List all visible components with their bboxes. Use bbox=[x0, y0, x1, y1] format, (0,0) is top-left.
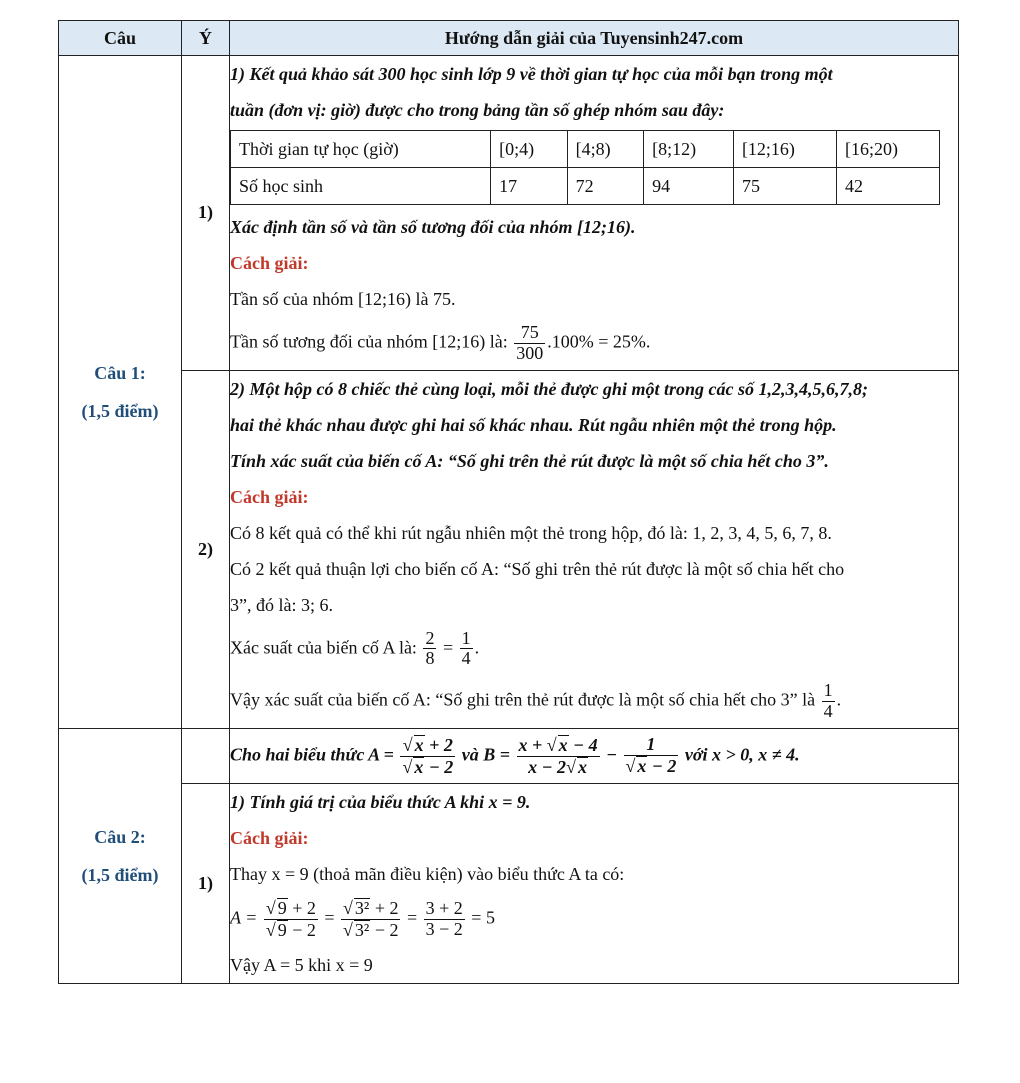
denominator: √ 9 − 2 bbox=[265, 920, 316, 941]
cau1-p1-ans2 bbox=[230, 317, 958, 370]
cau1-part2-y: 2) bbox=[182, 370, 230, 728]
radicand: x bbox=[414, 756, 424, 777]
num-tail: + 2 bbox=[287, 898, 316, 919]
cau1-p2-prompt-l3: Tính xác suất của biến cố A: “Số ghi trên thẻ rút được là một số chia hết cho 3”. bbox=[230, 450, 829, 471]
cau1-p2-prompt-l1: 2) Một hộp có 8 chiếc thẻ cùng loại, mỗi thẻ được ghi một trong các số 1,2,3,4,5,6,7,8; bbox=[230, 378, 868, 399]
cau2-intro-y bbox=[182, 728, 230, 784]
fraction bbox=[341, 898, 400, 941]
cau2-p1-conclusion: Vậy A = 5 khi x = 9 bbox=[230, 954, 373, 975]
freq-cell: 42 bbox=[836, 168, 939, 205]
denominator: √ x − 2 bbox=[402, 756, 454, 777]
cau1-part2-content bbox=[230, 370, 959, 728]
numerator: √ 3² + 2 bbox=[343, 898, 399, 919]
freq-cell: 75 bbox=[733, 168, 836, 205]
fraction bbox=[624, 735, 679, 777]
freq-cell: 72 bbox=[567, 168, 644, 205]
cau2-part1-row bbox=[59, 784, 959, 984]
radicand: 9 bbox=[277, 920, 287, 941]
intro-pre: Cho hai biểu thức bbox=[230, 744, 369, 765]
cau2-part1-content bbox=[230, 784, 959, 984]
numerator: 1 bbox=[624, 735, 679, 756]
header-y: Ý bbox=[182, 21, 230, 56]
freq-cell: [8;12) bbox=[644, 131, 734, 168]
radicand: x bbox=[414, 734, 424, 755]
radicand: x bbox=[637, 756, 647, 777]
cau1-p2-s3: 3”, đó là: 3; 6. bbox=[230, 594, 333, 615]
cau1-p1-ans1: Tần số của nhóm [12;16) là 75. bbox=[230, 289, 456, 309]
numerator: √ x + 2 bbox=[400, 735, 455, 757]
condition: x > 0, x ≠ 4. bbox=[711, 744, 800, 765]
denominator: √ x − 2 bbox=[625, 756, 677, 777]
numerator: 2 bbox=[425, 627, 435, 648]
num-head: x + bbox=[518, 734, 547, 755]
den-tail: − 2 bbox=[424, 756, 454, 777]
fraction bbox=[424, 899, 465, 940]
ans2-post: .100% = 25%. bbox=[547, 331, 651, 352]
cau1-p1-question: Xác định tần số và tần số tương đối của nhóm [12;16). bbox=[230, 217, 636, 237]
numerator: 75 bbox=[514, 323, 545, 344]
freq-cell: [0;4) bbox=[491, 131, 568, 168]
fraction bbox=[514, 323, 545, 364]
cau2-p1-equation: A = $\frac{√ 9 + 2}{√ 9 - 2}$ = $\frac{\text{√ 3² + 2}}{\text{√ 3² − 2}}$ = $\frac{3 + 2}{3 - 2}$ = 5 bbox=[230, 898, 495, 941]
den-head: x − 2 bbox=[528, 756, 567, 777]
s4-pre: Xác suất của biến cố A là: bbox=[230, 637, 422, 658]
denominator: 8 bbox=[425, 648, 435, 669]
radicand: 9 bbox=[277, 898, 287, 919]
s5-pre: Vậy xác suất của biến cố A: “Số ghi trên thẻ rút được là một số chia hết cho 3” là bbox=[230, 689, 820, 710]
freq-cell: Thời gian tự học (giờ) bbox=[231, 131, 491, 168]
cau2-intro-content bbox=[230, 728, 959, 784]
solution-sheet bbox=[58, 20, 958, 984]
cau1-p2-prompt-l2: hai thẻ khác nhau được ghi hai số khác nhau. Rút ngẫu nhiên một thẻ trong hộp. bbox=[230, 414, 837, 435]
intro-voi: với bbox=[680, 744, 712, 765]
cau2-points: (1,5 điểm) bbox=[81, 864, 159, 885]
freq-cell: 17 bbox=[491, 168, 568, 205]
radicand: x bbox=[577, 756, 587, 777]
den-tail: − 2 bbox=[647, 756, 677, 777]
denominator: 4 bbox=[461, 648, 471, 669]
cau1-p2-s4: Xác suất của biến cố A là: $\frac{2}{8}$ = $\frac{1}{4}$ . bbox=[230, 627, 480, 669]
num-tail: + 2 bbox=[370, 898, 399, 919]
freq-cell: [12;16) bbox=[733, 131, 836, 168]
num-tail: + 2 bbox=[424, 734, 453, 755]
cau2-p1-question: 1) Tính giá trị của biểu thức A khi x = 9. bbox=[230, 792, 531, 813]
denominator: 3 − 2 bbox=[425, 919, 463, 940]
freq-cell: Số học sinh bbox=[231, 168, 491, 205]
freq-cell: [4;8) bbox=[567, 131, 644, 168]
cau1-part1-y: 1) bbox=[182, 56, 230, 371]
radicand: 3² bbox=[354, 898, 370, 919]
numerator: 1 bbox=[461, 627, 471, 648]
denominator: √ 3² − 2 bbox=[343, 920, 399, 941]
freq-cell: 94 bbox=[644, 168, 734, 205]
cau1-p2-s2: Có 2 kết quả thuận lợi cho biến cố A: “Số ghi trên thẻ rút được là một số chia hết cho bbox=[230, 558, 845, 579]
radicand: 3² bbox=[354, 920, 370, 941]
cau2-intro-row bbox=[59, 728, 959, 784]
eq-a: A = bbox=[230, 907, 258, 928]
cau1-p1-prompt-l1: 1) Kết quả khảo sát 300 học sinh lớp 9 về thời gian tự học của mỗi bạn trong một bbox=[230, 64, 833, 84]
numerator: 3 + 2 bbox=[425, 898, 463, 919]
den-tail: − 2 bbox=[370, 920, 399, 941]
cau1-p1-method: Cách giải: bbox=[230, 253, 309, 273]
var-a: A = bbox=[368, 744, 394, 765]
cau1-p2-method: Cách giải: bbox=[230, 486, 309, 507]
fraction bbox=[264, 898, 318, 941]
den-tail: − 2 bbox=[287, 920, 316, 941]
cau1-label-cell bbox=[59, 56, 182, 729]
fraction bbox=[822, 681, 835, 722]
header-guide: Hướng dẫn giải của Tuyensinh247.com bbox=[230, 21, 959, 56]
var-b: B = bbox=[483, 744, 511, 765]
cau1-p1-prompt-l2: tuần (đơn vị: giờ) được cho trong bảng tần số ghép nhóm sau đây: bbox=[230, 100, 725, 120]
fraction bbox=[460, 629, 473, 670]
eq-result: = 5 bbox=[471, 907, 495, 928]
cau2-intro-line bbox=[230, 729, 958, 784]
header-cau: Câu bbox=[59, 21, 182, 56]
fraction bbox=[400, 735, 455, 778]
solution-table bbox=[58, 20, 959, 984]
denominator: 4 bbox=[823, 700, 833, 721]
cau2-p1-sub: Thay x = 9 (thoả mãn điều kiện) vào biểu thức A ta có: bbox=[230, 864, 625, 885]
ans2-pre: Tần số tương đối của nhóm [12;16) là: bbox=[230, 331, 513, 352]
frequency-table bbox=[230, 130, 940, 205]
cau2-part1-y: 1) bbox=[182, 784, 230, 984]
fraction bbox=[423, 629, 436, 670]
numerator: 1 bbox=[823, 680, 833, 701]
cau2-label: Câu 2: bbox=[94, 826, 146, 847]
header-row bbox=[59, 21, 959, 56]
cau1-part1-row bbox=[59, 56, 959, 371]
cau1-p2-s5: Vậy xác suất của biến cố A: “Số ghi trên thẻ rút được là một số chia hết cho 3” là $\frac{1}{4}$ . bbox=[230, 680, 842, 721]
cau1-part2-row bbox=[59, 370, 959, 728]
cau1-label: Câu 1: bbox=[94, 362, 146, 383]
num-tail: − 4 bbox=[568, 734, 598, 755]
cau1-p2-s1: Có 8 kết quả có thể khi rút ngẫu nhiên một thẻ trong hộp, đó là: 1, 2, 3, 4, 5, 6, 7, 8. bbox=[230, 522, 832, 543]
cau2-label-cell bbox=[59, 728, 182, 983]
cau1-part1-content bbox=[230, 56, 959, 371]
minus-sign: − bbox=[601, 744, 622, 765]
freq-row-count bbox=[231, 168, 940, 205]
denominator: 300 bbox=[516, 342, 544, 363]
denominator: x − 2√ x bbox=[528, 756, 587, 777]
numerator: x + √ x − 4 bbox=[518, 734, 598, 755]
radicand: x bbox=[558, 734, 568, 755]
fraction bbox=[517, 735, 600, 778]
freq-cell: [16;20) bbox=[836, 131, 939, 168]
cau1-points: (1,5 điểm) bbox=[81, 400, 159, 421]
numerator: √ 9 + 2 bbox=[265, 898, 316, 919]
freq-row-time bbox=[231, 131, 940, 168]
intro-va: và bbox=[457, 744, 484, 765]
cau2-p1-method: Cách giải: bbox=[230, 828, 309, 849]
